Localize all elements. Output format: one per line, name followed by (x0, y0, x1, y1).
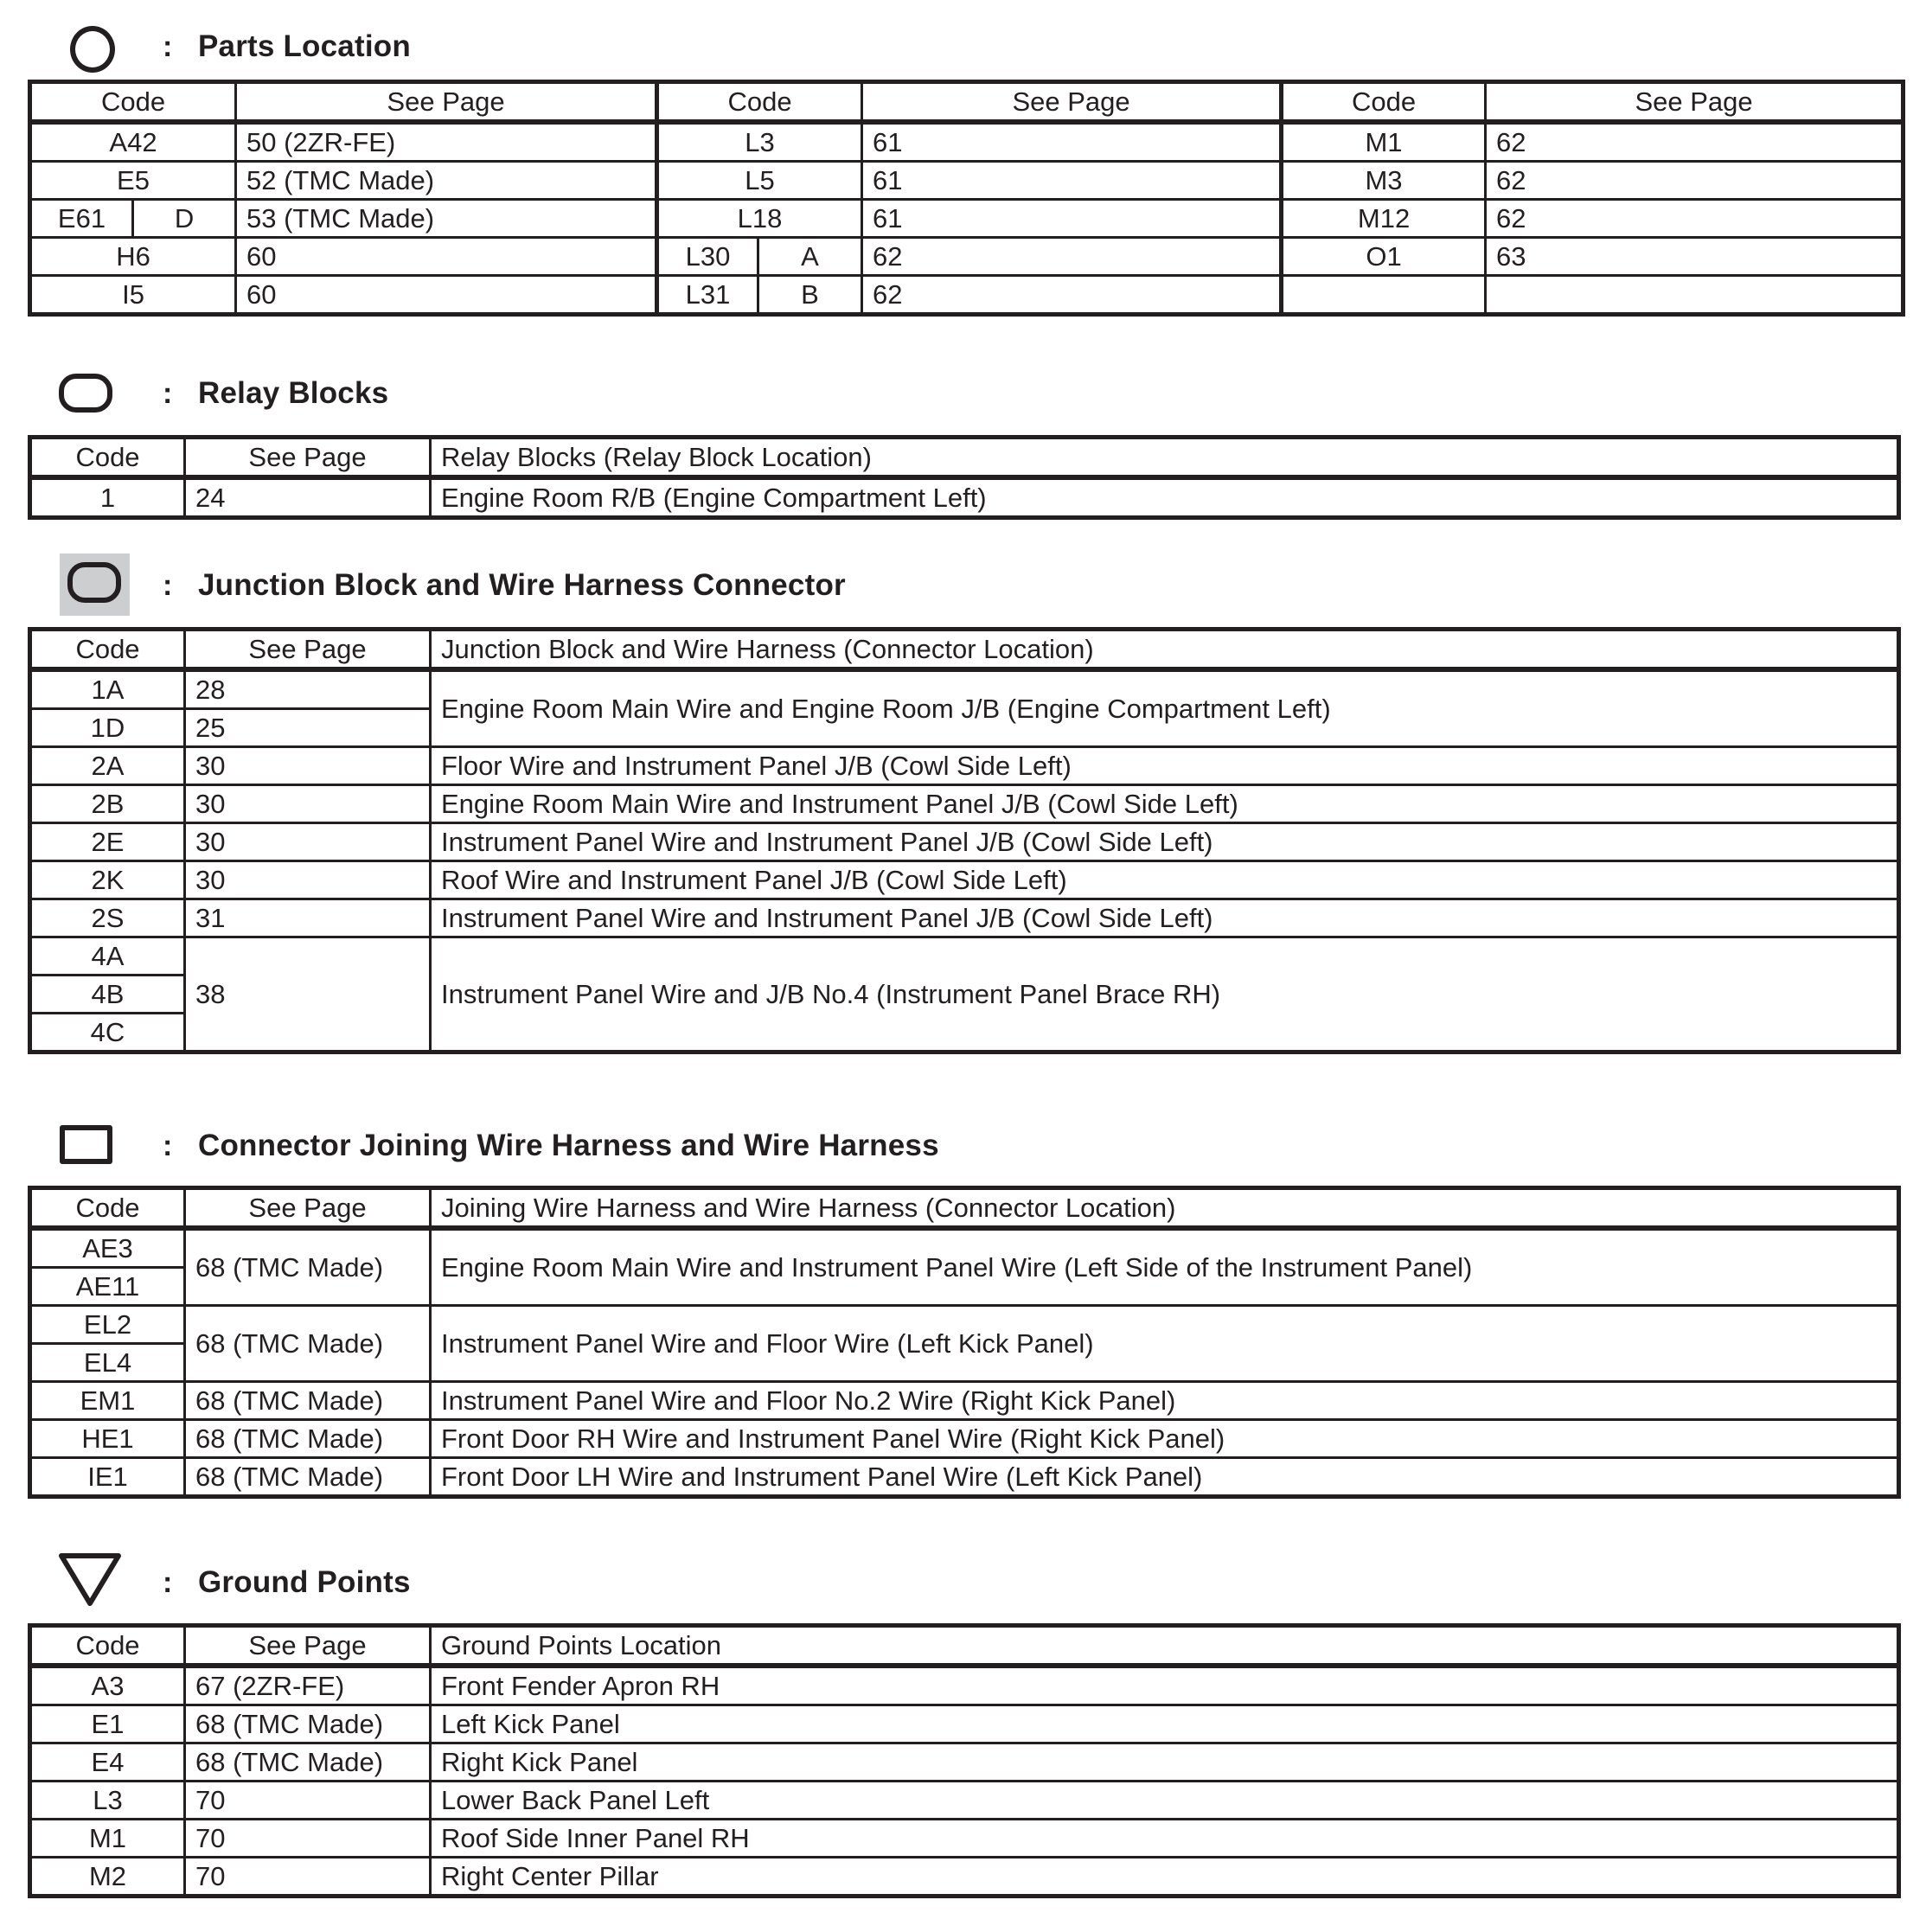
rounded-rect-icon (59, 374, 112, 413)
parts-location-heading (0, 21, 1926, 73)
header-see-page: See Page (185, 630, 431, 670)
location-cell: Instrument Panel Wire and Instrument Panel J/B (Cowl Side Left) (431, 899, 1899, 937)
junction-block-heading (0, 560, 1926, 611)
code-cell: M2 (30, 1858, 185, 1897)
code-cell: 4B (30, 976, 185, 1014)
header-code: Code (30, 82, 236, 123)
page-cell: 62 (862, 276, 1282, 315)
code-cell: AE3 (30, 1228, 185, 1268)
location-cell: Engine Room R/B (Engine Compartment Left) (431, 477, 1899, 518)
table-row (30, 238, 1904, 276)
page-cell: 25 (185, 709, 431, 747)
table-row (30, 1666, 1899, 1705)
code-cell: A42 (30, 122, 236, 162)
location-cell: Right Kick Panel (431, 1743, 1899, 1782)
location-cell: Left Kick Panel (431, 1705, 1899, 1743)
table-row (30, 1858, 1899, 1897)
code-cell: L30 (657, 238, 758, 276)
page-cell: 68 (TMC Made) (185, 1228, 431, 1306)
code-cell: H6 (30, 238, 236, 276)
page-cell: 68 (TMC Made) (185, 1420, 431, 1458)
location-cell: Roof Side Inner Panel RH (431, 1820, 1899, 1858)
table-row (30, 162, 1904, 200)
heading-colon: : (163, 1129, 173, 1162)
code-cell: E1 (30, 1705, 185, 1743)
code-cell: 1A (30, 669, 185, 709)
code-cell: M3 (1282, 162, 1486, 200)
page-cell: 68 (TMC Made) (185, 1382, 431, 1420)
page-cell: 24 (185, 477, 431, 518)
code-cell: EL2 (30, 1306, 185, 1344)
page-cell: 63 (1486, 238, 1904, 276)
heading-colon: : (163, 30, 173, 63)
table-row (30, 937, 1899, 976)
code-cell: EM1 (30, 1382, 185, 1420)
header-see-page: See Page (236, 82, 657, 123)
header-location: Joining Wire Harness and Wire Harness (Connector Location) (431, 1188, 1899, 1229)
table-row (30, 1458, 1899, 1497)
table-row (30, 861, 1899, 899)
sub-code-cell: A (758, 238, 862, 276)
ground-points-table (28, 1623, 1901, 1898)
header-see-page: See Page (862, 82, 1282, 123)
location-cell: Floor Wire and Instrument Panel J/B (Cowl Side Left) (431, 747, 1899, 785)
table-header-row (30, 1626, 1899, 1667)
location-cell: Front Door RH Wire and Instrument Panel Wire (Right Kick Panel) (431, 1420, 1899, 1458)
table-header-row (30, 82, 1904, 123)
code-cell: 2A (30, 747, 185, 785)
page-cell: 30 (185, 861, 431, 899)
location-cell: Front Fender Apron RH (431, 1666, 1899, 1705)
connector-joining-heading (0, 1120, 1926, 1172)
code-cell: L3 (657, 122, 862, 162)
header-see-page: See Page (1486, 82, 1904, 123)
code-cell: 1D (30, 709, 185, 747)
header-code: Code (30, 1626, 185, 1667)
code-cell: L5 (657, 162, 862, 200)
page-cell: 68 (TMC Made) (185, 1705, 431, 1743)
code-cell: EL4 (30, 1344, 185, 1382)
page-cell: 28 (185, 669, 431, 709)
page-cell: 52 (TMC Made) (236, 162, 657, 200)
code-cell: L31 (657, 276, 758, 315)
code-cell: 2S (30, 899, 185, 937)
page-cell: 67 (2ZR-FE) (185, 1666, 431, 1705)
page-cell: 70 (185, 1782, 431, 1820)
code-cell (1282, 276, 1486, 315)
code-cell: M1 (30, 1820, 185, 1858)
table-header-row (30, 1188, 1899, 1229)
header-code: Code (30, 1188, 185, 1229)
section-title: Connector Joining Wire Harness and Wire Harness (198, 1129, 939, 1162)
ground-points-heading (0, 1557, 1926, 1609)
header-code: Code (30, 630, 185, 670)
shaded-rounded-rect-icon (60, 553, 130, 616)
table-row (30, 785, 1899, 823)
location-cell: Right Center Pillar (431, 1858, 1899, 1897)
page-cell: 70 (185, 1858, 431, 1897)
location-cell: Engine Room Main Wire and Engine Room J/B (Engine Compartment Left) (431, 669, 1899, 747)
table-row (30, 1228, 1899, 1268)
code-cell: 2B (30, 785, 185, 823)
relay-blocks-heading (0, 368, 1926, 419)
header-location: Relay Blocks (Relay Block Location) (431, 438, 1899, 478)
page-cell: 61 (862, 122, 1282, 162)
table-row (30, 477, 1899, 518)
table-row (30, 747, 1899, 785)
code-cell: O1 (1282, 238, 1486, 276)
header-code: Code (30, 438, 185, 478)
page-cell: 62 (1486, 162, 1904, 200)
page-cell: 50 (2ZR-FE) (236, 122, 657, 162)
page-cell: 31 (185, 899, 431, 937)
section-title: Ground Points (198, 1565, 411, 1599)
page-cell: 61 (862, 200, 1282, 238)
header-see-page: See Page (185, 1626, 431, 1667)
section-title: Relay Blocks (198, 376, 389, 410)
triangle-icon (57, 1552, 123, 1608)
page-cell: 60 (236, 238, 657, 276)
table-row (30, 1743, 1899, 1782)
code-cell: L18 (657, 200, 862, 238)
location-cell: Engine Room Main Wire and Instrument Panel Wire (Left Side of the Instrument Panel) (431, 1228, 1899, 1306)
table-row (30, 899, 1899, 937)
section-title: Junction Block and Wire Harness Connector (198, 568, 846, 602)
table-row (30, 1705, 1899, 1743)
sub-code-cell: D (133, 200, 236, 238)
code-cell: I5 (30, 276, 236, 315)
header-see-page: See Page (185, 1188, 431, 1229)
parts-location-table (28, 80, 1905, 317)
code-cell: E5 (30, 162, 236, 200)
page-cell: 62 (1486, 122, 1904, 162)
header-code: Code (1282, 82, 1486, 123)
table-row (30, 669, 1899, 709)
table-row (30, 823, 1899, 861)
table-row (30, 1782, 1899, 1820)
page-cell: 30 (185, 747, 431, 785)
relay-blocks-table (28, 435, 1901, 520)
code-cell: 2K (30, 861, 185, 899)
page-cell (1486, 276, 1904, 315)
table-row (30, 1420, 1899, 1458)
location-cell: Front Door LH Wire and Instrument Panel Wire (Left Kick Panel) (431, 1458, 1899, 1497)
location-cell: Roof Wire and Instrument Panel J/B (Cowl Side Left) (431, 861, 1899, 899)
table-header-row (30, 438, 1899, 478)
location-cell: Engine Room Main Wire and Instrument Panel J/B (Cowl Side Left) (431, 785, 1899, 823)
page-cell: 61 (862, 162, 1282, 200)
table-header-row (30, 630, 1899, 670)
page-cell: 68 (TMC Made) (185, 1458, 431, 1497)
header-location: Junction Block and Wire Harness (Connector Location) (431, 630, 1899, 670)
location-cell: Lower Back Panel Left (431, 1782, 1899, 1820)
location-cell: Instrument Panel Wire and J/B No.4 (Instrument Panel Brace RH) (431, 937, 1899, 1052)
code-cell: A3 (30, 1666, 185, 1705)
table-row (30, 122, 1904, 162)
page-cell: 38 (185, 937, 431, 1052)
code-cell: HE1 (30, 1420, 185, 1458)
code-cell: 4C (30, 1014, 185, 1052)
code-cell: 2E (30, 823, 185, 861)
heading-colon: : (163, 569, 173, 602)
code-cell: E4 (30, 1743, 185, 1782)
code-cell: M12 (1282, 200, 1486, 238)
rectangle-icon (60, 1125, 112, 1164)
code-cell: L3 (30, 1782, 185, 1820)
heading-colon: : (163, 1566, 173, 1599)
code-cell: 4A (30, 937, 185, 976)
sub-code-cell: B (758, 276, 862, 315)
location-cell: Instrument Panel Wire and Floor Wire (Left Kick Panel) (431, 1306, 1899, 1382)
connector-joining-table (28, 1186, 1901, 1499)
table-row (30, 200, 1904, 238)
code-cell: 1 (30, 477, 185, 518)
page-cell: 62 (862, 238, 1282, 276)
page-cell: 70 (185, 1820, 431, 1858)
table-row (30, 1382, 1899, 1420)
table-row (30, 276, 1904, 315)
code-cell: AE11 (30, 1268, 185, 1306)
location-cell: Instrument Panel Wire and Instrument Panel J/B (Cowl Side Left) (431, 823, 1899, 861)
header-code: Code (657, 82, 862, 123)
table-row (30, 1306, 1899, 1344)
heading-colon: : (163, 377, 173, 410)
page-cell: 30 (185, 785, 431, 823)
page-cell: 62 (1486, 200, 1904, 238)
header-see-page: See Page (185, 438, 431, 478)
table-row (30, 1820, 1899, 1858)
page-cell: 60 (236, 276, 657, 315)
page-cell: 68 (TMC Made) (185, 1743, 431, 1782)
circle-icon (70, 26, 115, 73)
code-cell: E61 (30, 200, 133, 238)
header-location: Ground Points Location (431, 1626, 1899, 1667)
code-cell: M1 (1282, 122, 1486, 162)
location-cell: Instrument Panel Wire and Floor No.2 Wire (Right Kick Panel) (431, 1382, 1899, 1420)
section-title: Parts Location (198, 29, 411, 63)
junction-block-table (28, 627, 1901, 1054)
page-cell: 53 (TMC Made) (236, 200, 657, 238)
page-cell: 30 (185, 823, 431, 861)
page-cell: 68 (TMC Made) (185, 1306, 431, 1382)
code-cell: IE1 (30, 1458, 185, 1497)
